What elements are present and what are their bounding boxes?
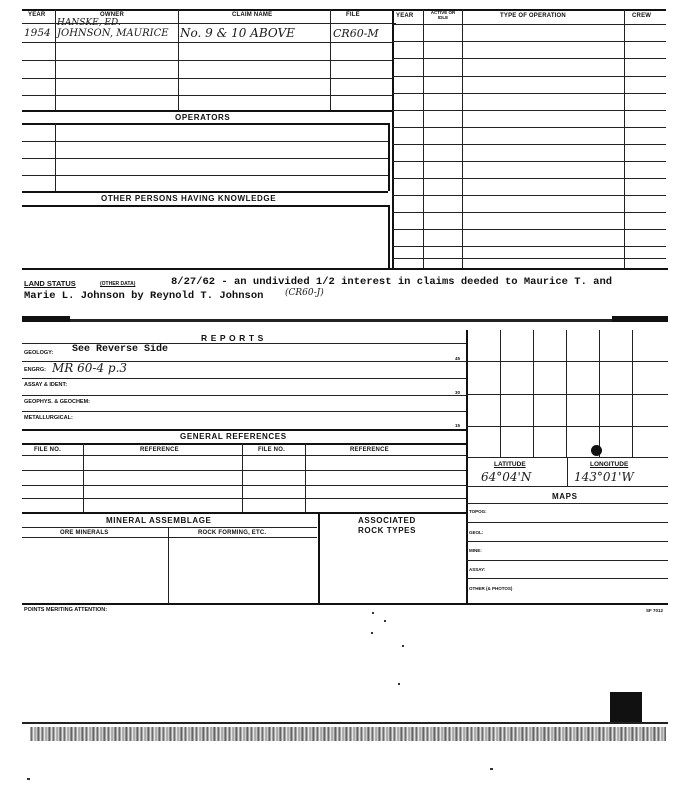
active-idle-header: ACTIVE OR IDLE [430,10,456,20]
speck [372,612,374,614]
maps-mine: MINE: [469,548,482,553]
maps-assay: ASSAY: [469,567,486,572]
other-persons-title: OTHER PERSONS HAVING KNOWLEDGE [101,194,277,203]
gr-file-no-1: FILE NO. [34,447,61,453]
latitude-value: 64°04'N [481,470,532,484]
black-square [610,692,642,722]
mineral-title: MINERAL ASSEMBLAGE [106,516,212,525]
scale-30: 30 [455,390,461,395]
speck [490,768,493,770]
owner-header: OWNER [100,12,124,18]
location-dot [591,445,602,456]
speck [398,683,400,685]
associated-line1: ASSOCIATED [358,516,416,525]
ore-minerals-header: ORE MINERALS [60,530,109,536]
land-status-line2: Marie L. Johnson by Reynold T. Johnson [24,290,264,302]
maps-other: OTHER (& PHOTOS) [469,586,513,591]
general-references-title: GENERAL REFERENCES [180,432,287,441]
divider-mark-right [612,316,668,322]
bottom-rule [22,722,668,724]
speck [402,645,404,647]
speck [384,620,386,622]
gr-reference-1: REFERENCE [140,447,179,453]
longitude-label: LONGITUDE [590,461,629,468]
assay-label: ASSAY & IDENT: [24,382,68,388]
metallurgical-label: METALLURGICAL: [24,415,73,421]
maps-title: MAPS [552,492,578,501]
speck [27,778,30,780]
land-status-sublabel: (OTHER DATA) [100,281,136,287]
bottom-noise-band [30,727,666,741]
activity-year-header: YEAR [396,13,414,19]
entry-owner-2: JOHNSON, MAURICE [57,28,169,39]
divider-mark-left [22,316,70,322]
gr-reference-2: REFERENCE [350,447,389,453]
engrg-value: MR 60-4 p.3 [52,361,128,375]
year-header: YEAR [28,12,46,18]
geology-label: GEOLOGY: [24,350,54,356]
form-number: SF 7012 [646,608,664,613]
reports-title: R E P O R T S [201,333,264,343]
entry-year: 1954 [24,27,51,39]
geology-value: See Reverse Side [72,344,169,355]
divider-band [22,319,668,322]
rock-forming-header: ROCK FORMING, ETC. [198,530,267,536]
claim-name-header: CLAIM NAME [232,12,273,18]
entry-owner-1: HANSKE, ED. [57,18,121,28]
scale-45: 45 [455,356,461,361]
land-status-line1: 8/27/62 - an undivided 1/2 interest in claims deeded to Maurice T. and [171,276,613,288]
maps-topog: TOPOG: [469,509,487,514]
crew-header: CREW [632,13,652,19]
land-status-label: LAND STATUS [24,279,76,288]
associated-line2: ROCK TYPES [358,526,417,535]
points-label: POINTS MERITING ATTENTION: [24,607,108,613]
geophys-label: GEOPHYS. & GEOCHEM: [24,399,91,405]
entry-file: CR60-M [333,27,379,40]
land-status-note: (CR60-J) [285,288,324,298]
latitude-label: LATITUDE [494,461,526,468]
operators-title: OPERATORS [175,113,231,122]
longitude-value: 143°01'W [574,470,634,484]
entry-claim-name: No. 9 & 10 ABOVE [180,26,295,40]
speck [371,632,373,634]
type-of-operation-header: TYPE OF OPERATION [500,13,566,19]
scale-15: 15 [455,423,461,428]
gr-file-no-2: FILE NO. [258,447,285,453]
engrg-label: ENGRG: [24,367,46,373]
maps-geol: GEOL: [469,530,484,535]
file-header: FILE [346,12,360,18]
